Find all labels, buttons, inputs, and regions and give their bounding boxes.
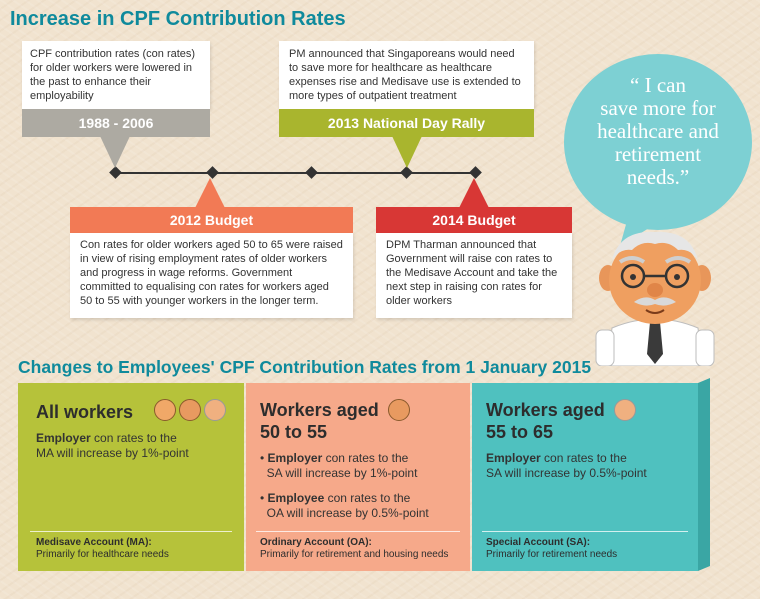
- sa-text: Primarily for retirement needs: [486, 549, 618, 560]
- panel-divider: [256, 531, 460, 532]
- panel-55-text-b: SA will increase by 0.5%-point: [486, 466, 647, 480]
- event-2013-card: [279, 41, 534, 109]
- middle-face-icon: [179, 399, 201, 421]
- panel-edge: [698, 378, 718, 578]
- panel-55-text-a: con rates to the: [540, 451, 627, 465]
- faces-group: [154, 399, 226, 421]
- timeline-dot: [305, 166, 318, 179]
- panel-all-text-a: con rates to the: [90, 431, 177, 445]
- panel-all-title: All workers: [36, 402, 134, 422]
- panel-all-text: [36, 431, 236, 461]
- panel-55-text: [486, 451, 691, 481]
- employer-label: Employer: [36, 431, 91, 445]
- young-face-icon: [154, 399, 176, 421]
- panel-all-workers: [18, 383, 244, 571]
- timeline-dot: [400, 166, 413, 179]
- event-2012-banner: 2012 Budget: [70, 207, 353, 233]
- panel-50-b2-b: OA will increase by 0.5%-point: [266, 506, 429, 520]
- event-2013-pointer: [392, 136, 422, 168]
- section-title: Changes to Employees' CPF Contribution Rates from 1 January 2015: [18, 357, 592, 377]
- event-1988-pointer: [100, 136, 130, 168]
- event-2012-text: Con rates for older workers aged 50 to 65 were raised in view of rising employment rates of older workers and progress in wage reforms. Government committed to equalising con rates for workers aged 50 to 55 with younger workers in the longer term.: [80, 239, 343, 307]
- panel-50-bullet-2: • Employee con rates to the OA will increase by 0.5%-point: [260, 491, 429, 520]
- event-2013-banner: 2013 National Day Rally: [279, 109, 534, 137]
- middle-face-icon: [388, 399, 410, 421]
- ma-text: Primarily for healthcare needs: [36, 549, 169, 560]
- event-2012-card: [70, 233, 353, 318]
- event-1988-card: [22, 41, 210, 109]
- timeline-dot: [206, 166, 219, 179]
- event-2014-card: [376, 233, 572, 318]
- event-1988-text: CPF contribution rates (con rates) for older workers were lowered in the past to enhance their employability: [30, 48, 196, 102]
- panel-55-title: [486, 399, 605, 443]
- oa-text: Primarily for retirement and housing needs: [260, 549, 449, 560]
- quote-line: needs.”: [626, 165, 690, 189]
- panel-all-text-b: MA will increase by 1%-point: [36, 446, 189, 460]
- employer-label: Employer: [486, 451, 541, 465]
- event-2014-text: DPM Tharman announced that Government will raise con rates to the Medisave Account and take the next step in raising con rates for older workers: [386, 239, 558, 307]
- old-man-illustration: [590, 226, 720, 366]
- timeline-dot: [469, 166, 482, 179]
- quote-line: retirement: [614, 142, 702, 166]
- panel-50-b2-a: con rates to the: [324, 491, 411, 505]
- panel-50-title: [260, 399, 379, 443]
- employer-label: Employer: [267, 451, 323, 465]
- timeline-line: [114, 172, 478, 174]
- panel-50-b1-b: SA will increase by 1%-point: [266, 466, 418, 480]
- panel-aged-55: [472, 383, 698, 571]
- old-face-icon: [204, 399, 226, 421]
- event-2014-pointer: [459, 178, 489, 208]
- panel-55-title-line1: Workers aged: [486, 400, 605, 420]
- old-face-icon: [614, 399, 636, 421]
- event-1988-banner: 1988 - 2006: [22, 109, 210, 137]
- quote-text: [572, 74, 744, 189]
- employee-label: Employee: [267, 491, 325, 505]
- quote-line: “ I can: [630, 73, 686, 97]
- panel-55-title-line2: 55 to 65: [486, 422, 554, 442]
- panel-50-b1-a: con rates to the: [322, 451, 409, 465]
- ma-label: Medisave Account (MA):: [36, 537, 152, 548]
- panel-50-title-line2: 50 to 55: [260, 422, 328, 442]
- sa-label: Special Account (SA):: [486, 537, 591, 548]
- panel-divider: [482, 531, 688, 532]
- panel-aged-50: [246, 383, 470, 571]
- quote-line: save more for: [600, 96, 716, 120]
- panel-50-bullet-1: • Employer con rates to the SA will increase by 1%-point: [260, 451, 418, 480]
- panel-divider: [30, 531, 232, 532]
- quote-line: healthcare and: [597, 119, 719, 143]
- page-title: Increase in CPF Contribution Rates: [10, 8, 346, 30]
- event-2013-text: PM announced that Singaporeans would need to save more for healthcare as healthcare expenses rise and Medisave use is extended to more types of outpatient treatment: [289, 48, 521, 102]
- panel-50-title-line1: Workers aged: [260, 400, 379, 420]
- timeline-dot: [109, 166, 122, 179]
- event-2012-pointer: [195, 178, 225, 208]
- event-2014-banner: 2014 Budget: [376, 207, 572, 233]
- oa-label: Ordinary Account (OA):: [260, 537, 372, 548]
